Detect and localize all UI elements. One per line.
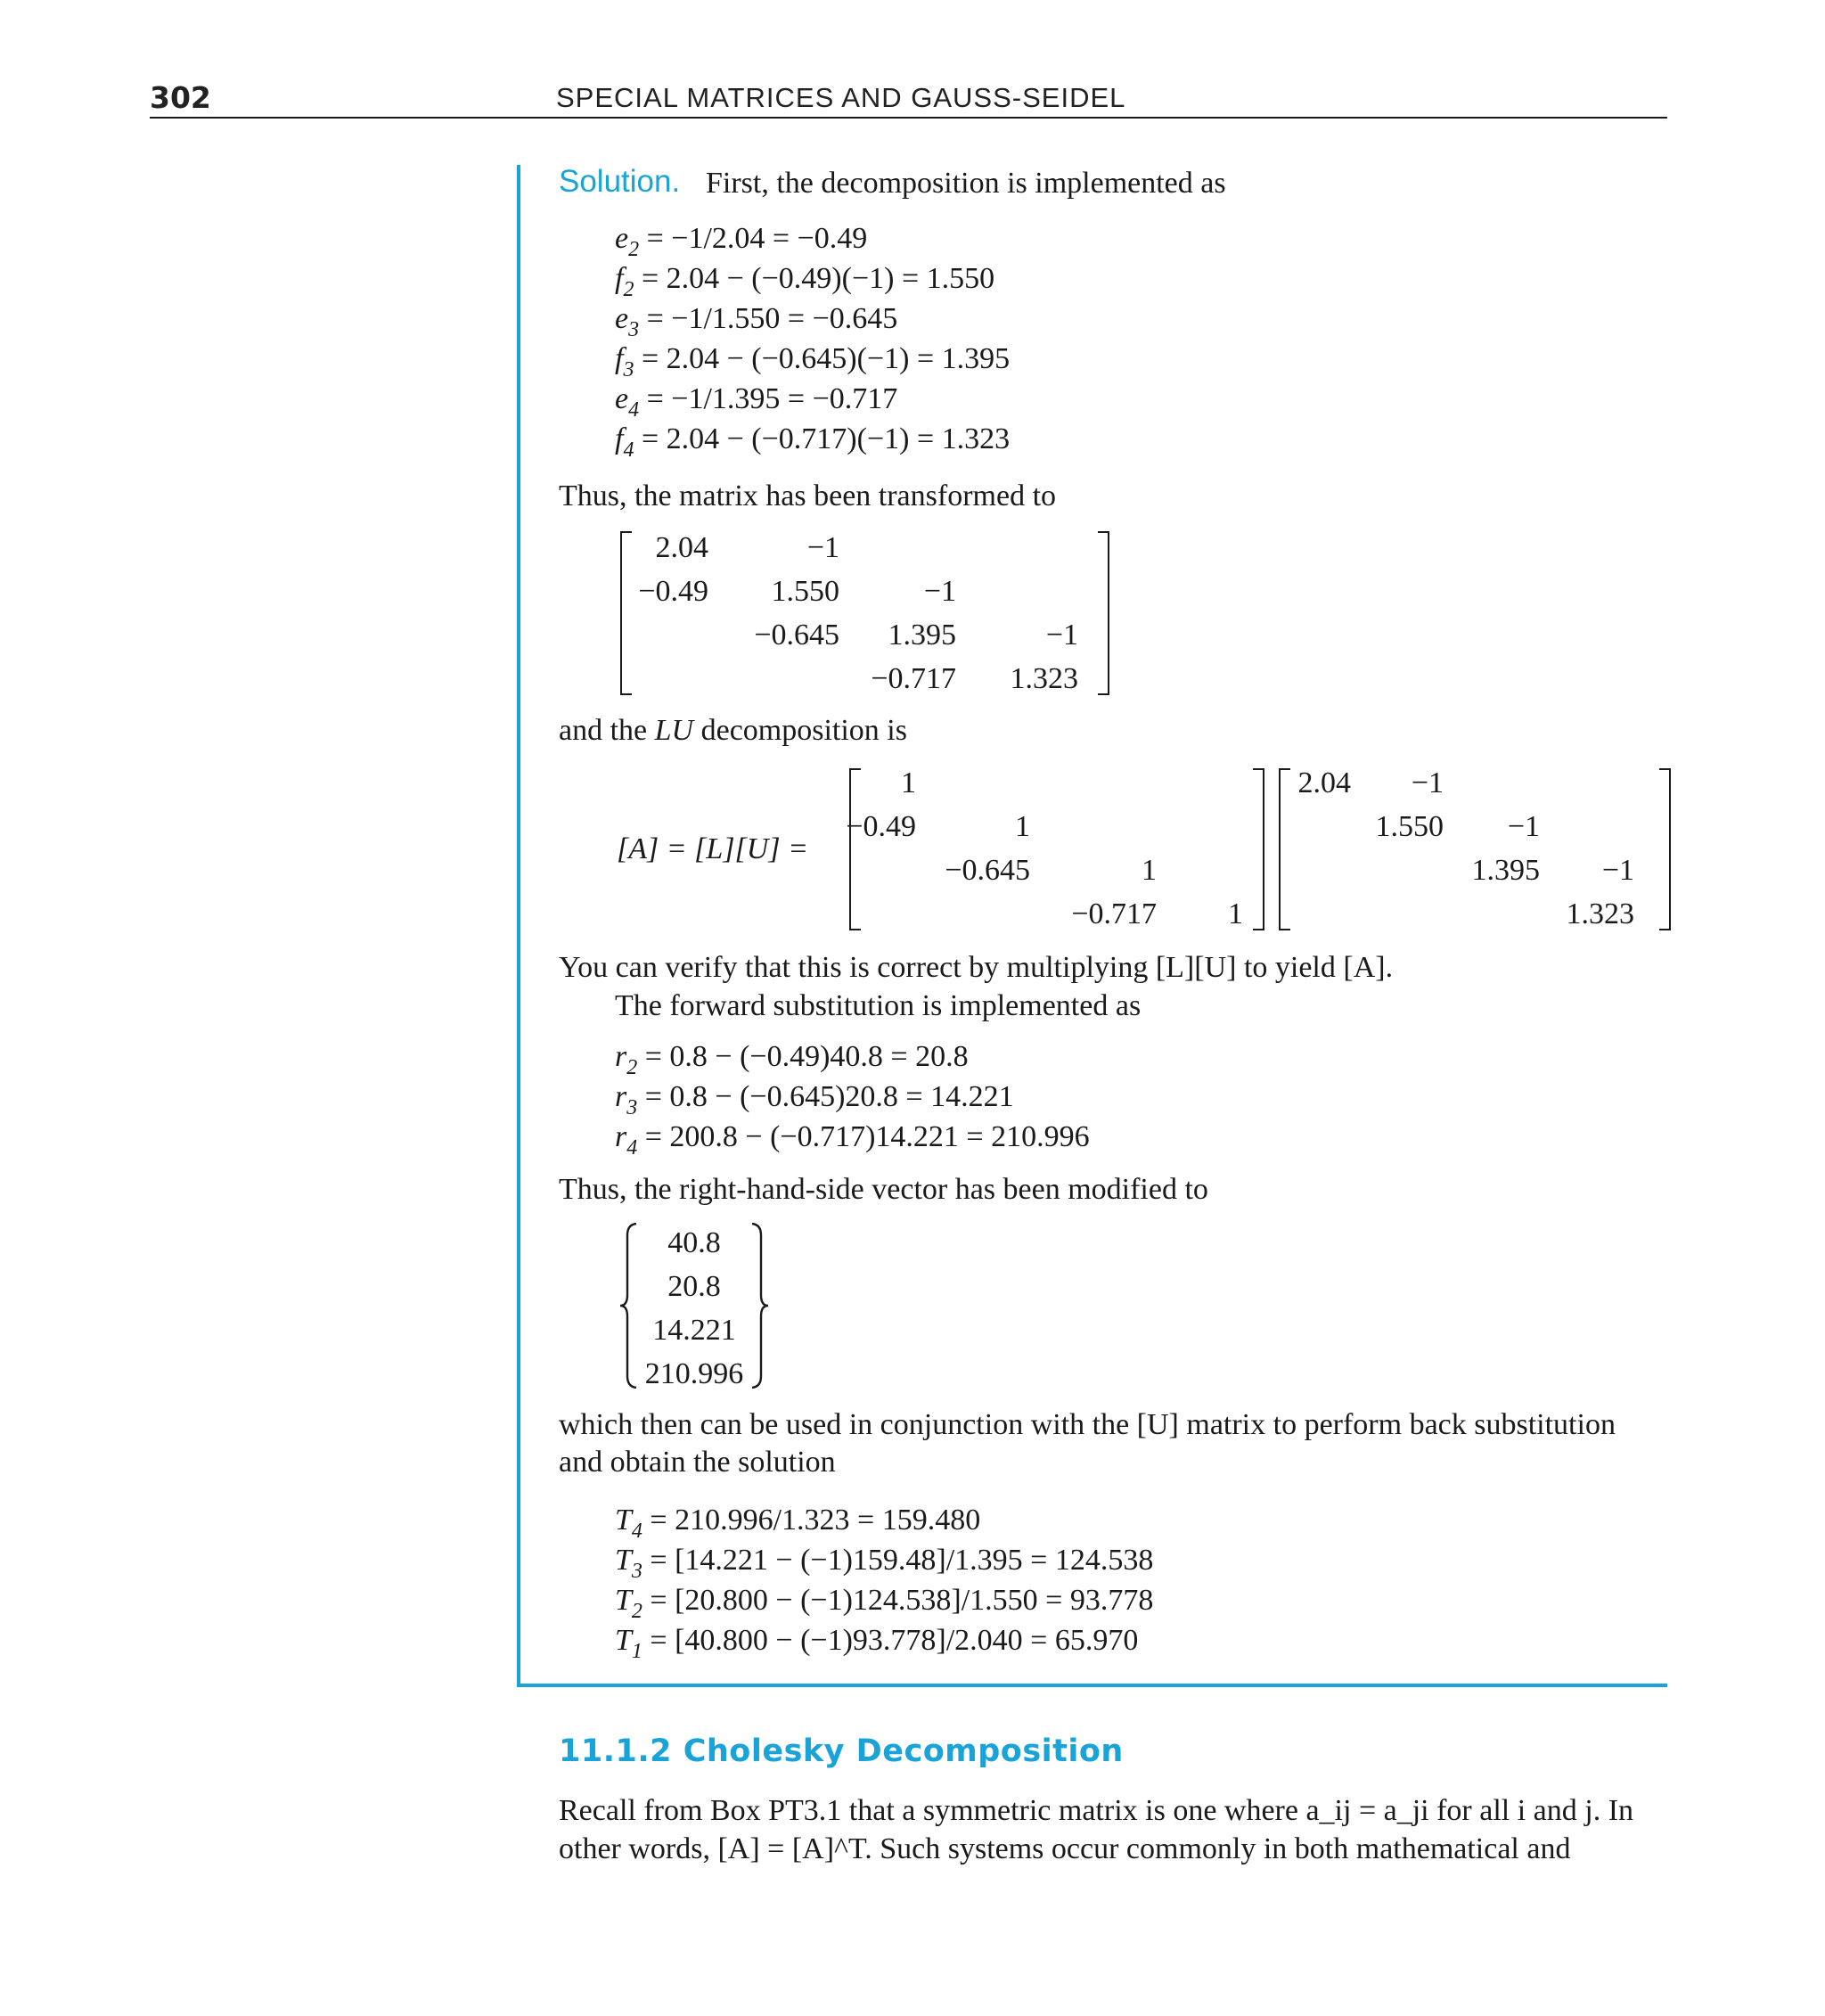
example-bottom-rule [517, 1684, 1667, 1687]
rhs-text: Thus, the right-hand-side vector has been modified to [559, 1173, 1208, 1206]
matrix-cell: 1.395 [1471, 854, 1540, 887]
page-number: 302 [150, 80, 211, 115]
matrix-cell: −0.645 [754, 619, 839, 652]
matrix-cell: 1 [1142, 854, 1157, 887]
matrix-cell: −1 [1045, 619, 1078, 652]
matrix-cell: 1.323 [1566, 897, 1634, 930]
forward-text: The forward substitution is implemented as [615, 989, 1142, 1022]
matrix-cell: 1.550 [1375, 810, 1444, 843]
equation-e3: $e_3 = -1/1.550 = -0.645$ [615, 302, 898, 341]
running-title: SPECIAL MATRICES AND GAUSS-SEIDEL [556, 82, 1126, 113]
lu-lhs: [A] = [L][U] = [617, 832, 809, 865]
equation-r4: $r_4 = 200.8 - (-0.717)14.221 = 210.996$ [615, 1120, 1090, 1160]
U_matrix-left-bracket [1278, 768, 1290, 930]
equation-T1: $T_1 = [40.800 - (-1)93.778]/2.040 = 65.970$ [615, 1624, 1139, 1663]
matrix-cell: 1 [901, 766, 916, 799]
transformed_matrix-right-bracket [1098, 531, 1110, 695]
equation-e4: $e_4 = -1/1.395 = -0.717$ [615, 382, 898, 422]
matrix-cell: 2.04 [655, 531, 708, 564]
verify-text: You can verify that this is correct by multiplying [L][U] to yield [A]. [559, 951, 1394, 984]
equation-f2: $f_2 = 2.04 - (-0.49)(-1) = 1.550$ [615, 262, 995, 301]
paragraph-line-1: Recall from Box PT3.1 that a symmetric matrix is one where a_ij = a_ji for all i and j. In [559, 1794, 1634, 1827]
transformed-text: Thus, the matrix has been transformed to [559, 479, 1057, 512]
example-left-rule [517, 165, 520, 1687]
equation-T4: $T_4 = 210.996/1.323 = 159.480$ [615, 1504, 981, 1543]
U_matrix-right-bracket [1659, 768, 1672, 930]
matrix-cell: 1.550 [771, 575, 839, 608]
equation-T3: $T_3 = [14.221 - (-1)159.48]/1.395 = 124.538$ [615, 1544, 1154, 1583]
matrix-cell: 1 [1228, 897, 1243, 930]
back-text-1: which then can be used in conjunction with the [U] matrix to perform back substitution [559, 1408, 1616, 1441]
matrix-cell: −1 [1601, 854, 1634, 887]
vector-entry: 210.996 [644, 1357, 744, 1390]
matrix-cell: −0.645 [945, 854, 1030, 887]
equation-e2: $e_2 = -1/2.04 = -0.49$ [615, 222, 868, 261]
paragraph-line-2: other words, [A] = [A]^T. Such systems occur commonly in both mathematical and [559, 1832, 1571, 1865]
equation-r2: $r_2 = 0.8 - (-0.49)40.8 = 20.8$ [615, 1040, 969, 1079]
matrix-cell: 2.04 [1297, 766, 1351, 799]
matrix-cell: 1 [1015, 810, 1030, 843]
L_matrix-left-bracket [848, 768, 861, 930]
matrix-cell: −0.49 [638, 575, 708, 608]
L_matrix-right-bracket [1253, 768, 1265, 930]
solution-intro: First, the decomposition is implemented as [706, 167, 1226, 200]
matrix-cell: −1 [806, 531, 839, 564]
vector-entry: 40.8 [667, 1226, 721, 1259]
matrix-cell: 1.395 [888, 619, 956, 652]
solution-label: Solution. [559, 164, 681, 199]
matrix-cell: −0.49 [846, 810, 916, 843]
transformed_matrix-left-bracket [619, 531, 632, 695]
equation-T2: $T_2 = [20.800 - (-1)124.538]/1.550 = 93.778$ [615, 1584, 1154, 1623]
header-rule [150, 117, 1667, 119]
matrix-cell: −1 [923, 575, 956, 608]
vector-entry: 20.8 [667, 1270, 721, 1303]
lu-text: and the LU decomposition is [559, 714, 907, 747]
back-text-2: and obtain the solution [559, 1446, 836, 1479]
matrix-cell: 1.323 [1010, 662, 1078, 695]
equation-f3: $f_3 = 2.04 - (-0.645)(-1) = 1.395$ [615, 342, 1011, 381]
matrix-cell: −1 [1507, 810, 1540, 843]
matrix-cell: −0.717 [1071, 897, 1157, 930]
matrix-cell: −0.717 [871, 662, 956, 695]
matrix-cell: −1 [1411, 766, 1444, 799]
equation-f4: $f_4 = 2.04 - (-0.717)(-1) = 1.323$ [615, 422, 1011, 462]
section-heading: 11.1.2 Cholesky Decomposition [559, 1733, 1124, 1769]
equation-r3: $r_3 = 0.8 - (-0.645)20.8 = 14.221$ [615, 1080, 1014, 1119]
vector-entry: 14.221 [652, 1314, 736, 1347]
